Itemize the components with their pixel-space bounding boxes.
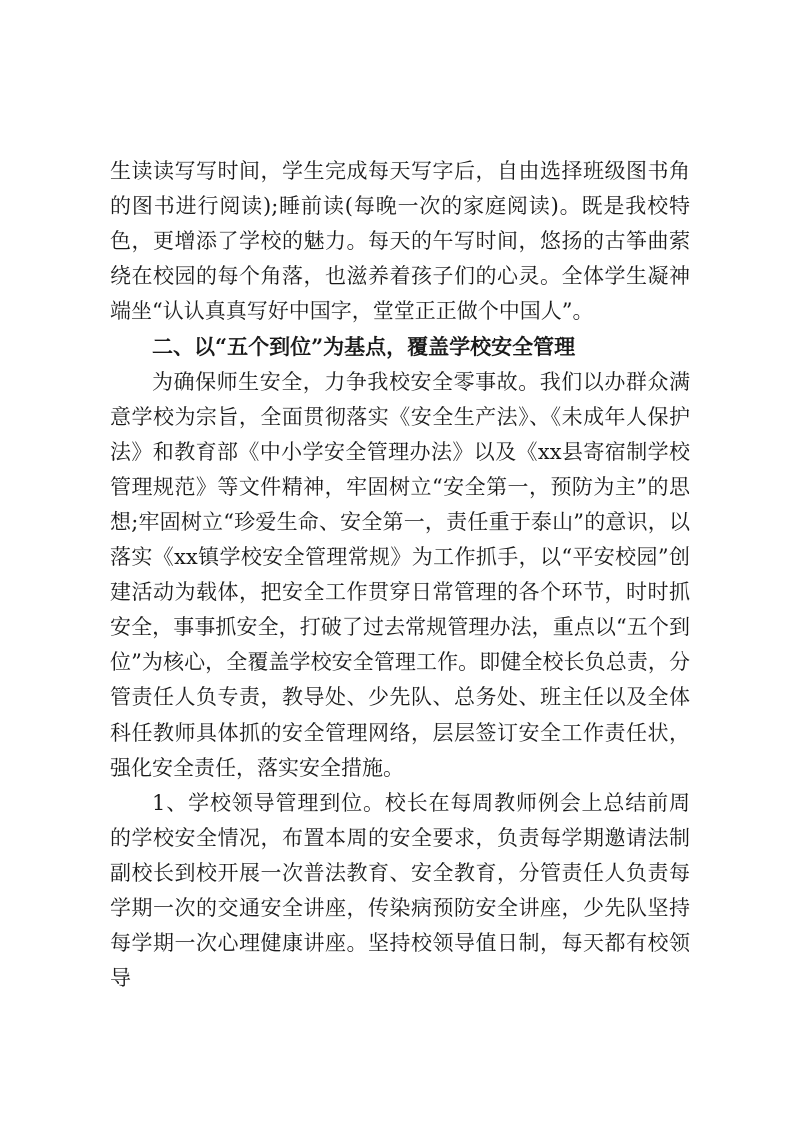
paragraph-safety-overview: 为确保师生安全，力争我校安全零事故。我们以办群众满意学校为宗旨，全面贯彻落实《安全生产法》、《未成年人保护法》和教育部《中小学安全管理办法》以及《xx县寄宿制学校管理规范》等文件精神，牢固树立“安全第一，预防为主”的思想;牢固树立“珍爱生命、安全第一，责任重于泰山”的意识，以落实《xx镇学校安全管理常规》为工作抓手，以“平安校园”创建活动为载体，把安全工作贯穿日常管理的各个环节，时时抓安全，事事抓安全，打破了过去常规管理办法，重点以“五个到位”为核心，全覆盖学校安全管理工作。即健全校长负总责，分管责任人负专责，教导处、少先队、总务处、班主任以及全体科任教师具体抓的安全管理网络，层层签订安全工作责任状，强化安全责任，落实安全措施。 — [110, 369, 690, 780]
paragraph-reading-time: 生读读写写时间，学生完成每天写字后，自由选择班级图书角的图书进行阅读);睡前读(每晚一次的家庭阅读)。既是我校特色，更增添了学校的魅力。每天的午写时间，悠扬的古筝曲萦绕在校园的每个角落，也滋养着孩子们的心灵。全体学生凝神端坐“认认真真写好中国字，堂堂正正做个中国人”。 — [110, 159, 690, 324]
paragraph-leadership: 1、学校领导管理到位。校长在每周教师例会上总结前周的学校安全情况，布置本周的安全要求，负责每学期邀请法制副校长到校开展一次普法教育、安全教育，分管责任人负责每学期一次的交通安全讲座，传染病预防安全讲座，少先队坚持每学期一次心理健康讲座。坚持校领导值日制，每天都有校领导 — [110, 790, 690, 991]
document-body — [110, 154, 690, 996]
section-heading-safety: 二、以“五个到位”为基点，覆盖学校安全管理 — [152, 334, 576, 360]
